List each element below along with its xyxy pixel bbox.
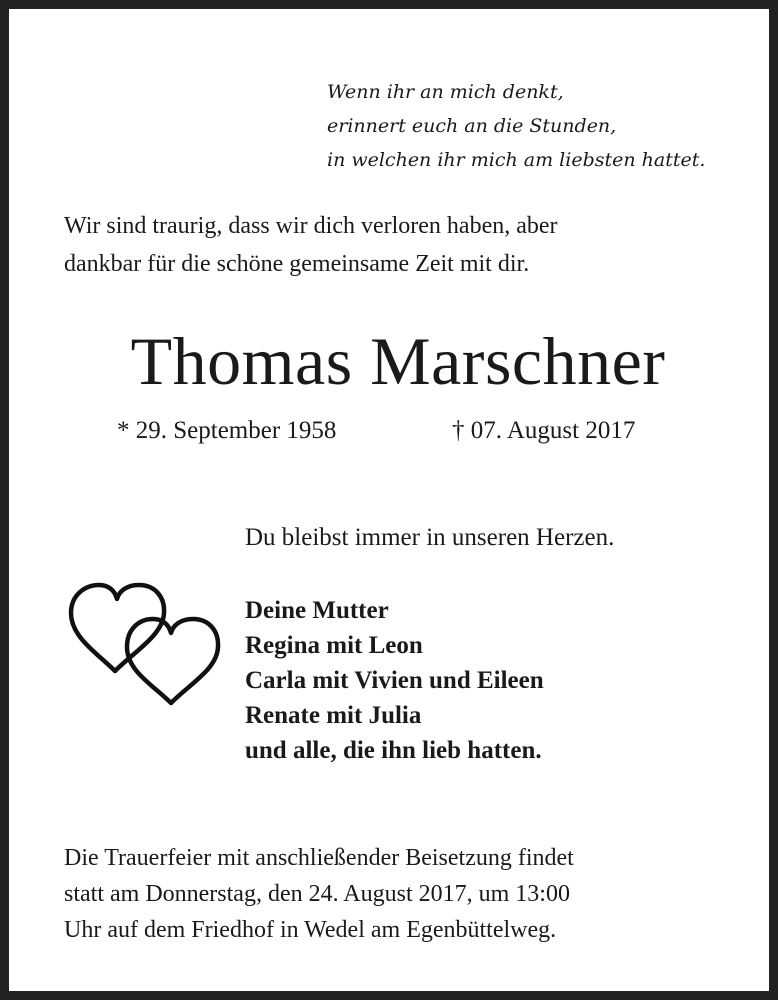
- quote-line: Wenn ihr an mich denkt,: [327, 81, 564, 103]
- funeral-service-info: [64, 840, 574, 948]
- intro-line: dankbar für die schöne gemeinsame Zeit mit dir.: [64, 251, 530, 277]
- service-line: statt am Donnerstag, den 24. August 2017, um 13:00: [64, 881, 570, 907]
- mourner-line: Renate mit Julia: [245, 702, 422, 729]
- death-date: † 07. August 2017: [452, 417, 636, 444]
- service-line: Uhr auf dem Friedhof in Wedel am Egenbüttelweg.: [64, 917, 557, 943]
- mourner-line: und alle, die ihn lieb hatten.: [245, 737, 542, 764]
- two-hearts-icon: [67, 579, 223, 709]
- mourner-line: Deine Mutter: [245, 597, 389, 624]
- service-line: Die Trauerfeier mit anschließender Beisetzung findet: [64, 845, 574, 871]
- memorial-quote: [327, 75, 705, 177]
- deceased-name: Thomas Marschner: [130, 323, 666, 399]
- quote-line: erinnert euch an die Stunden,: [327, 115, 617, 137]
- mourner-line: Regina mit Leon: [245, 632, 423, 659]
- heart-left-icon: [71, 585, 164, 671]
- intro-line: Wir sind traurig, dass wir dich verloren haben, aber: [64, 213, 558, 239]
- intro-text: [64, 207, 558, 283]
- birth-date: * 29. September 1958: [117, 417, 337, 444]
- quote-line: in welchen ihr mich am liebsten hattet.: [327, 149, 706, 171]
- heart-right-icon: [127, 619, 218, 703]
- mourner-line: Carla mit Vivien und Eileen: [245, 667, 544, 694]
- mourners-list: [245, 593, 544, 768]
- remembrance-line: Du bleibst immer in unseren Herzen.: [245, 524, 615, 551]
